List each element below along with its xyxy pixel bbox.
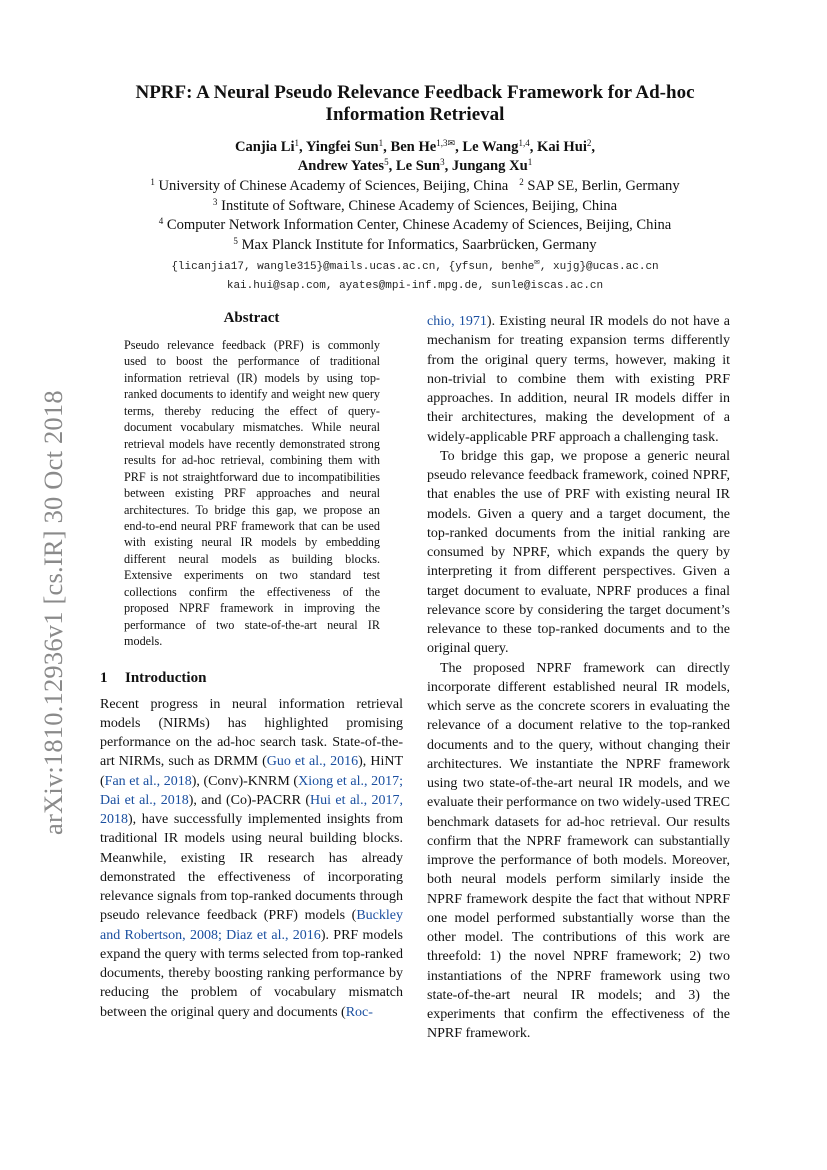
author-list: Canjia Li$^1$, Yingfei Sun$^1$, Ben $He^{1,3✉}$, Le Wang$^{1,4}$, Kai Hui$^2$, Andrew Yates$^5$, Le Sun$^3$, Jungang Xu$^1$ bbox=[234, 138, 596, 174]
author-affiliation-mark: 1,3✉ bbox=[436, 138, 456, 148]
author-affiliation-mark: 5 bbox=[384, 157, 389, 167]
affiliation-list bbox=[100, 177, 730, 255]
author-name: Le Wang bbox=[462, 139, 519, 155]
author-name: Canjia Li bbox=[234, 139, 295, 155]
citation-link[interactable]: Xiong et al., 2017; Dai et al., 2018 bbox=[100, 773, 403, 808]
author-affiliation-mark: 1,4 bbox=[518, 138, 530, 148]
author-affiliation-mark: 1 bbox=[294, 138, 300, 148]
paper-header bbox=[100, 82, 730, 296]
affiliation: SAP SE, Berlin, Germany bbox=[527, 178, 680, 194]
affiliation: Computer Network Information Center, Chinese Academy of Sciences, Beijing, China bbox=[166, 217, 672, 233]
affiliation-mark: 1 bbox=[150, 177, 155, 187]
email-group[interactable]: {yfsun, benhe✉, xujg}@ucas.ac.cn bbox=[448, 257, 659, 273]
author-affiliation-mark: 1 bbox=[378, 138, 384, 148]
affiliation-mark: 3 bbox=[212, 196, 218, 207]
right-column bbox=[427, 312, 730, 1044]
author-affiliation-mark: 1 bbox=[527, 157, 533, 167]
intro-paragraph-1: Recent progress in neural information retrieval models (NIRMs) has highlighted promising performance on the ad-hoc search task. State-of-the-art NIRMs, such as DRMM (Guo et al., 2016), HiNT (Fan et al., 2018), (Conv)-KNRM (Xiong et al., 2017; Dai et al., 2018), and (Co)-PACRR (Hui et al., 2017, 2018), have successfully implemented insights from traditional IR models using neural building blocks. Meanwhile, existing IR research has already demonstrated the effectiveness of incorporating relevance signals from top-ranked documents through pseudo relevance feedback (PRF) models (Buckley and Robertson, 2008; Diaz et al., 2016). PRF models expand the query with terms selected from top-ranked documents, thereby boosting ranking performance by reducing the problem of vocabulary mismatch between the original query and documents (Roc- bbox=[100, 696, 403, 1020]
paper-title: NPRF: A Neural Pseudo Relevance Feedback Framework for Ad-hoc Information Retrieval bbox=[135, 82, 695, 125]
citation-link[interactable]: Roc- bbox=[345, 1004, 373, 1020]
section-title: Introduction bbox=[125, 669, 207, 686]
section-number: 1 bbox=[100, 669, 108, 686]
email-group[interactable]: {licanjia17, wangle315}@mails.ucas.ac.cn, bbox=[171, 261, 442, 273]
author-name: Le Sun bbox=[395, 158, 441, 174]
author-name: Kai Hui bbox=[537, 139, 587, 155]
author-name: Jungang Xu bbox=[451, 158, 528, 174]
affiliation: University of Chinese Academy of Sciences, Beijing, China bbox=[158, 178, 509, 194]
affiliation-mark: 4 bbox=[158, 216, 164, 226]
email-group[interactable]: kai.hui@sap.com, ayates@mpi-inf.mpg.de, sunle@iscas.ac.cn bbox=[226, 280, 604, 292]
affiliation-mark: 5 bbox=[233, 235, 238, 246]
intro-paragraph-2: To bridge this gap, we propose a generic neural pseudo relevance feedback framework, coined NPRF, that enables the use of PRF with existing neural IR models. Given a query and a target document, the top-ranked documents from the initial ranking are consumed by NPRF, which expands the query by interpreting it from different perspectives. Given a target document to evaluate, NPRF produces a final relevance score by considering the target document’s relevance to these top-ranked documents and to the original query. bbox=[427, 448, 730, 657]
intro-paragraph-1-continued: chio, 1971). Existing neural IR models do not have a mechanism for treating expansion terms differently from the original query terms, however, making it non-trivial to combine them with existing PRF approaches. In addition, neural IR models differ in their architectures, making the development of a widely-applicable PRF approach a challenging task. bbox=[427, 314, 730, 445]
author-affiliation-mark: 3 bbox=[440, 157, 445, 167]
section-heading bbox=[100, 670, 403, 687]
affiliation: Max Planck Institute for Informatics, Saarbrücken, Germany bbox=[241, 236, 597, 253]
author-name: Andrew Yates bbox=[297, 158, 385, 174]
citation-link[interactable]: Guo et al., 2016 bbox=[266, 754, 359, 770]
abstract-heading: Abstract bbox=[223, 310, 280, 326]
email-list bbox=[100, 258, 730, 296]
left-column bbox=[100, 308, 403, 1022]
author-name: Yingfei Sun bbox=[305, 139, 379, 155]
citation-link[interactable]: Buckley and Robertson, 2008; Diaz et al., 2016 bbox=[100, 908, 403, 943]
author-name: Ben He bbox=[390, 139, 437, 155]
affiliation-mark: 2 bbox=[519, 177, 524, 187]
author-affiliation-mark: 2 bbox=[586, 138, 592, 148]
citation-link[interactable]: Hui et al., 2017, 2018 bbox=[100, 792, 403, 828]
affiliation: Institute of Software, Chinese Academy of Sciences, Beijing, China bbox=[221, 197, 618, 214]
arxiv-identifier: arXiv:1810.12936v1 [cs.IR] 30 Oct 2018 bbox=[38, 390, 68, 835]
citation-link[interactable]: Fan et al., 2018 bbox=[104, 773, 192, 789]
intro-paragraph-3: The proposed NPRF framework can directly incorporate different established neural IR models, which serve as the concrete scorers in evaluating the relevance of a document relative to the top-ranked documents and to the query, without changing their architectures. We instantiate the NPRF framework using two state-of-the-art neural IR models, and we evaluate their performance on two widely-used TREC benchmark datasets for ad-hoc retrieval. Our results confirm that the NPRF framework can substantially improve the performance of both models. Moreover, both neural models perform similarly inside the NPRF framework despite the fact that without NPRF one model performed substantially worse than the other model. The contributions of this work are threefold: 1) the novel NPRF framework; 2) two instantiations of the NPRF framework using two state-of-the-art neural IR models; and 3) the experiments that confirm the effectiveness of the NPRF framework. bbox=[427, 660, 730, 1042]
citation-link[interactable]: chio, 1971 bbox=[427, 314, 487, 329]
abstract-text: Pseudo relevance feedback (PRF) is commonly used to boost the performance of traditional information retrieval (IR) models by using top-ranked documents to identify and weight new query terms, thereby reducing the effect of query-document vocabulary mismatches. While neural retrieval models have recently demonstrated strong results for ad-hoc retrieval, combining them with PRF is not straightforward due to incompatibilities between existing PRF approaches and neural architectures. To bridge this gap, we propose an end-to-end neural PRF framework that can be used with existing neural IR models by embedding different neural models as building blocks. Extensive experiments on two standard test collections confirm the effectiveness of the proposed NPRF framework in improving the performance of two state-of-the-art neural IR models. bbox=[124, 338, 380, 649]
